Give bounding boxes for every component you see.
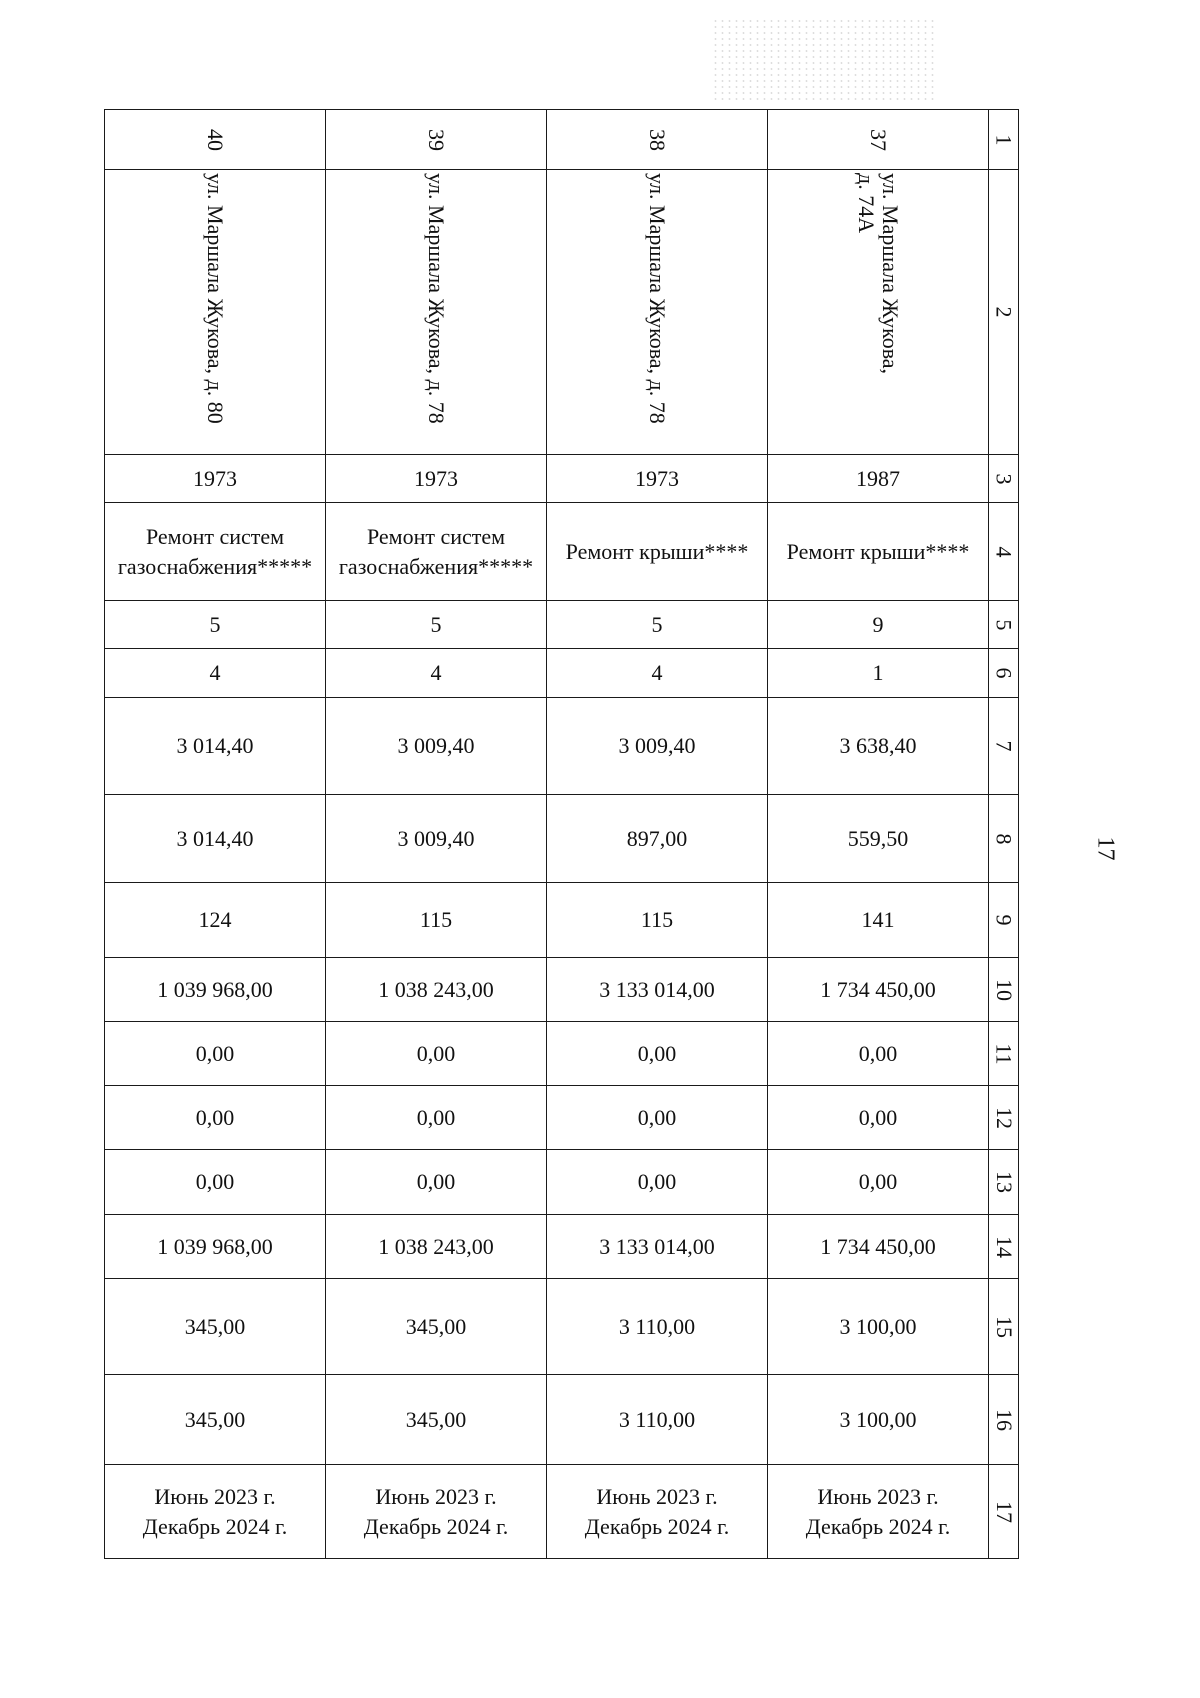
cell-period: Июнь 2023 г. Декабрь 2024 г.	[326, 1465, 547, 1559]
cell-c16: 345,00	[326, 1375, 547, 1465]
cell-cost-total: 1 038 243,00	[326, 958, 547, 1022]
row-index: 16	[989, 1375, 1019, 1465]
cell-num: 37	[768, 110, 989, 170]
row-index: 17	[989, 1465, 1019, 1559]
row-index: 13	[989, 1150, 1019, 1215]
cell-year: 1973	[105, 455, 326, 503]
cell-area-living: 559,50	[768, 795, 989, 883]
cell-area-living: 897,00	[547, 795, 768, 883]
cell-c13: 0,00	[105, 1150, 326, 1215]
cell-num: 38	[547, 110, 768, 170]
cell-year: 1973	[547, 455, 768, 503]
cell-c16: 3 110,00	[547, 1375, 768, 1465]
table-row	[105, 110, 1019, 170]
table-row	[105, 1465, 1019, 1559]
cell-entrances: 4	[105, 649, 326, 698]
cell-c14: 3 133 014,00	[547, 1215, 768, 1279]
cell-period: Июнь 2023 г. Декабрь 2024 г.	[547, 1465, 768, 1559]
cell-entrances: 4	[326, 649, 547, 698]
cell-period: Июнь 2023 г. Декабрь 2024 г.	[768, 1465, 989, 1559]
cell-c16: 345,00	[105, 1375, 326, 1465]
cell-c16: 3 100,00	[768, 1375, 989, 1465]
cell-c12: 0,00	[326, 1086, 547, 1150]
cell-c13: 0,00	[547, 1150, 768, 1215]
cell-work-type: Ремонт систем газоснабжения*****	[105, 503, 326, 601]
cell-c11: 0,00	[326, 1022, 547, 1086]
row-index: 5	[989, 601, 1019, 649]
registration-stamp	[712, 18, 936, 100]
cell-floors: 5	[547, 601, 768, 649]
page-number: 17	[1092, 836, 1119, 861]
row-index: 7	[989, 698, 1019, 795]
cell-c14: 1 038 243,00	[326, 1215, 547, 1279]
row-index: 10	[989, 958, 1019, 1022]
table-row	[105, 1279, 1019, 1375]
cell-floors: 5	[105, 601, 326, 649]
cell-area-total: 3 009,40	[547, 698, 768, 795]
table-row	[105, 455, 1019, 503]
cell-num: 40	[105, 110, 326, 170]
row-index: 6	[989, 649, 1019, 698]
table-row	[105, 698, 1019, 795]
cell-c15: 3 110,00	[547, 1279, 768, 1375]
cell-residents: 115	[547, 883, 768, 958]
row-index: 2	[989, 170, 1019, 455]
cell-work-type: Ремонт крыши****	[768, 503, 989, 601]
row-index: 15	[989, 1279, 1019, 1375]
cell-address: ул. Маршала Жукова, д. 74А	[768, 170, 989, 455]
cell-area-total: 3 014,40	[105, 698, 326, 795]
cell-floors: 5	[326, 601, 547, 649]
cell-entrances: 1	[768, 649, 989, 698]
cell-area-living: 3 009,40	[326, 795, 547, 883]
row-index: 4	[989, 503, 1019, 601]
cell-c15: 3 100,00	[768, 1279, 989, 1375]
cell-num: 39	[326, 110, 547, 170]
table-row	[105, 1375, 1019, 1465]
table-row	[105, 503, 1019, 601]
row-index: 12	[989, 1086, 1019, 1150]
cell-c12: 0,00	[105, 1086, 326, 1150]
cell-address: ул. Маршала Жукова, д. 78	[547, 170, 768, 455]
table-row	[105, 795, 1019, 883]
cell-cost-total: 1 039 968,00	[105, 958, 326, 1022]
cell-area-total: 3 009,40	[326, 698, 547, 795]
cell-area-total: 3 638,40	[768, 698, 989, 795]
row-index: 14	[989, 1215, 1019, 1279]
cell-c14: 1 734 450,00	[768, 1215, 989, 1279]
cell-c11: 0,00	[547, 1022, 768, 1086]
table-row	[105, 649, 1019, 698]
cell-c11: 0,00	[105, 1022, 326, 1086]
table-row	[105, 1086, 1019, 1150]
cell-area-living: 3 014,40	[105, 795, 326, 883]
cell-c11: 0,00	[768, 1022, 989, 1086]
cell-entrances: 4	[547, 649, 768, 698]
cell-work-type: Ремонт крыши****	[547, 503, 768, 601]
row-index: 3	[989, 455, 1019, 503]
cell-c15: 345,00	[326, 1279, 547, 1375]
row-index: 9	[989, 883, 1019, 958]
table-row	[105, 1022, 1019, 1086]
cell-year: 1987	[768, 455, 989, 503]
table-row	[105, 1215, 1019, 1279]
cell-cost-total: 1 734 450,00	[768, 958, 989, 1022]
table-row	[105, 1150, 1019, 1215]
cell-c12: 0,00	[547, 1086, 768, 1150]
cell-cost-total: 3 133 014,00	[547, 958, 768, 1022]
cell-year: 1973	[326, 455, 547, 503]
cell-residents: 115	[326, 883, 547, 958]
table-row	[105, 958, 1019, 1022]
cell-c15: 345,00	[105, 1279, 326, 1375]
cell-residents: 124	[105, 883, 326, 958]
cell-c14: 1 039 968,00	[105, 1215, 326, 1279]
row-index: 11	[989, 1022, 1019, 1086]
cell-address: ул. Маршала Жукова, д. 80	[105, 170, 326, 455]
cell-c13: 0,00	[326, 1150, 547, 1215]
cell-floors: 9	[768, 601, 989, 649]
cell-residents: 141	[768, 883, 989, 958]
cell-c13: 0,00	[768, 1150, 989, 1215]
table-row	[105, 883, 1019, 958]
cell-work-type: Ремонт систем газоснабжения*****	[326, 503, 547, 601]
repair-program-table	[104, 109, 1019, 1559]
cell-c12: 0,00	[768, 1086, 989, 1150]
table-row	[105, 601, 1019, 649]
row-index: 8	[989, 795, 1019, 883]
table-row	[105, 170, 1019, 455]
cell-period: Июнь 2023 г. Декабрь 2024 г.	[105, 1465, 326, 1559]
cell-address: ул. Маршала Жукова, д. 78	[326, 170, 547, 455]
row-index: 1	[989, 110, 1019, 170]
